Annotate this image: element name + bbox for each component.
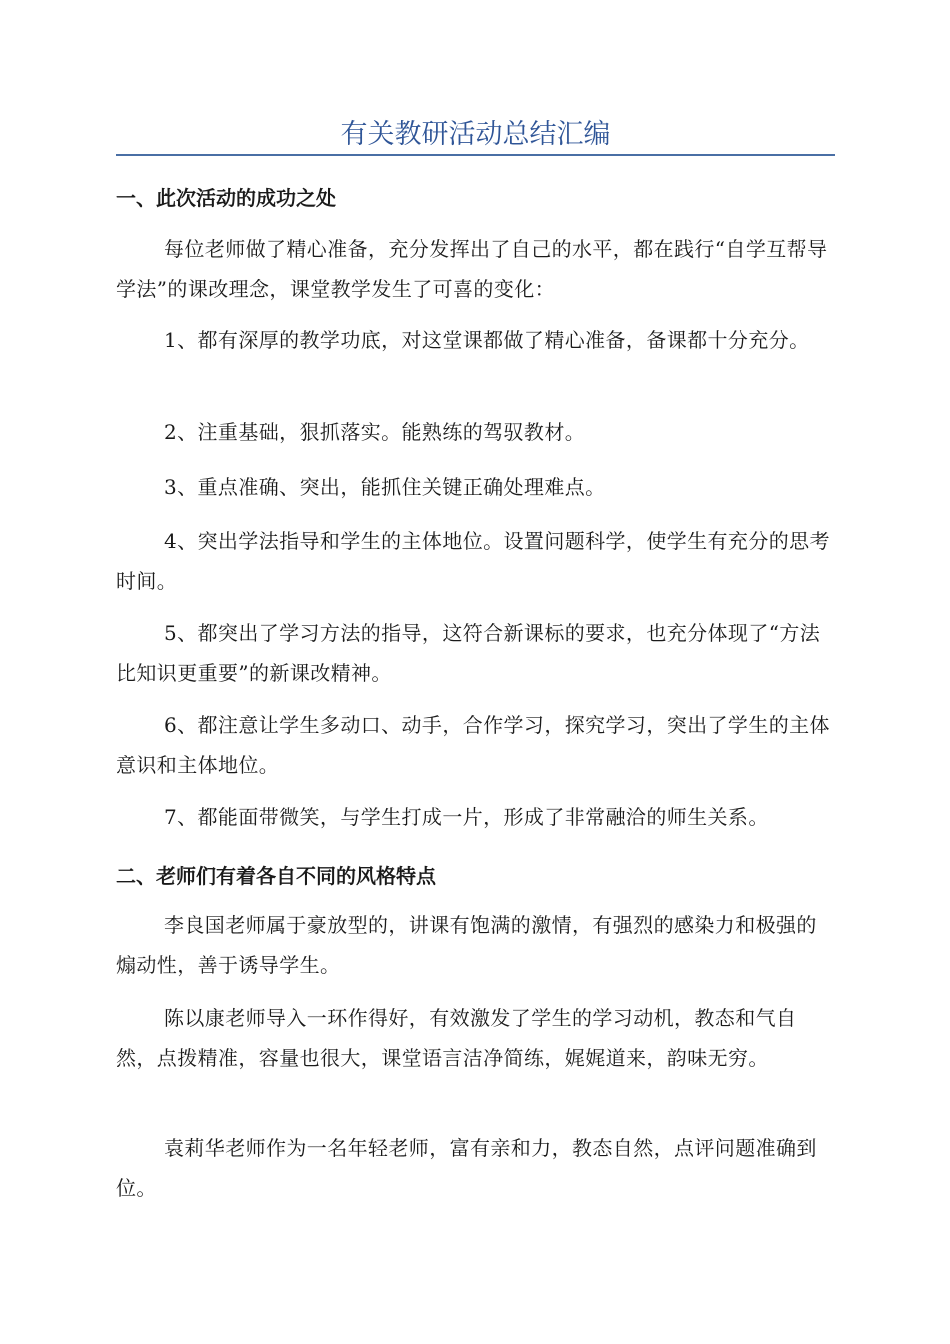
section-heading-2: 二、老师们有着各自不同的风格特点 — [116, 864, 436, 888]
teacher-paragraph: 陈以康老师导入一环作得好，有效激发了学生的学习动机，教态和气自然，点拨精准，容量也很大，课堂语言洁净简练，娓娓道来，韵味无穷。 — [116, 1006, 797, 1070]
section-heading-1: 一、此次活动的成功之处 — [116, 186, 336, 210]
list-item: 4、突出学法指导和学生的主体地位。设置问题科学，使学生有充分的思考时间。 — [116, 529, 830, 593]
list-item: 2、注重基础，狠抓落实。能熟练的驾驭教材。 — [164, 420, 586, 444]
list-item: 7、都能面带微笑，与学生打成一片，形成了非常融洽的师生关系。 — [164, 805, 769, 829]
teacher-paragraph: 李良国老师属于豪放型的，讲课有饱满的激情，有强烈的感染力和极强的煽动性，善于诱导学生。 — [116, 913, 817, 977]
list-item: 1、都有深厚的教学功底，对这堂课都做了精心准备，备课都十分充分。 — [164, 328, 810, 352]
list-item: 6、都注意让学生多动口、动手，合作学习，探究学习，突出了学生的主体意识和主体地位。 — [116, 713, 830, 777]
teacher-paragraph: 袁莉华老师作为一名年轻老师，富有亲和力，教态自然，点评问题准确到位。 — [116, 1136, 817, 1200]
section1-intro-paragraph: 每位老师做了精心准备，充分发挥出了自己的水平，都在践行“自学互帮导学法”的课改理念，课堂教学发生了可喜的变化： — [116, 237, 828, 301]
document-title: 有关教研活动总结汇编 — [340, 119, 611, 150]
title-underline — [116, 154, 835, 156]
list-item: 3、重点准确、突出，能抓住关键正确处理难点。 — [164, 475, 606, 499]
list-item: 5、都突出了学习方法的指导，这符合新课标的要求，也充分体现了“方法比知识更重要”的新课改精神。 — [116, 621, 821, 685]
